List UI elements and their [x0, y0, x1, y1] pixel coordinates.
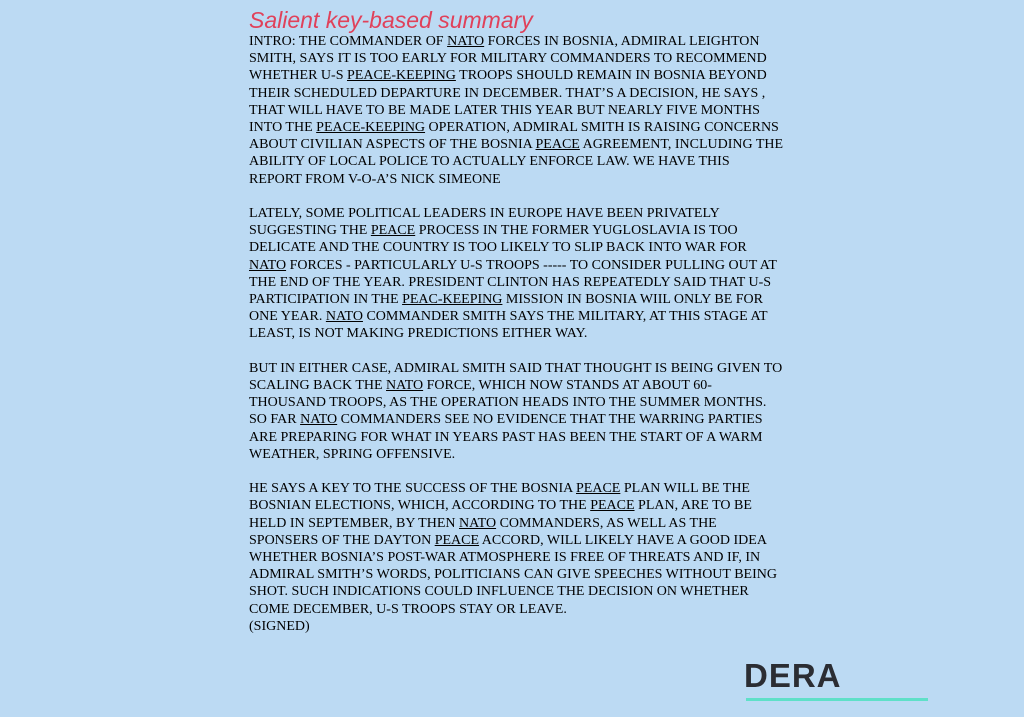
keyword: PEACE	[535, 137, 580, 153]
text-segment: TROOPS SHOULD REMAIN IN BOSNIA BEYOND THEIR SCHEDULED DEPARTURE IN DECEMBER. THAT’S A DECISION, HE SAYS , THAT WILL HAVE TO BE MADE LATER THIS YEAR BUT NEARLY FIVE MONTHS INTO THE	[249, 68, 767, 136]
text-segment: FORCE, WHICH NOW STANDS AT ABOUT 60-THOUSAND TROOPS, AS THE OPERATION HEADS INTO THE SUMMER MONTHS. SO FAR	[249, 378, 767, 428]
text-segment: COMMANDERS, AS WELL AS THE SPONSERS OF THE DAYTON	[249, 515, 717, 548]
logo-underline	[746, 698, 928, 701]
page-title: Salient key-based summary	[249, 7, 533, 33]
text-segment: MISSION IN BOSNIA WIIL ONLY BE FOR ONE YEAR.	[249, 292, 763, 325]
text-segment: PLAN, ARE TO BE HELD IN SEPTEMBER, BY THEN	[249, 498, 752, 531]
signature: (SIGNED)	[249, 618, 310, 634]
text-segment: FORCES IN BOSNIA, ADMIRAL LEIGHTON SMITH, SAYS IT IS TOO EARLY FOR MILITARY COMMANDERS TO RECOMMEND WHETHER U-S	[249, 34, 767, 84]
keyword: PEACE	[590, 498, 635, 514]
text-segment: PROCESS IN THE FORMER YUGLOSLAVIA IS TOO DELICATE AND THE COUNTRY IS TOO LIKELY TO SLIP BACK INTO WAR FOR	[249, 223, 747, 256]
dera-logo: DERA	[744, 657, 842, 694]
keyword: NATO	[249, 257, 287, 273]
text-segment: INTRO: THE COMMANDER OF	[249, 34, 448, 49]
paragraph-intro	[249, 33, 784, 188]
keyword: NATO	[300, 412, 338, 428]
text-segment: AGREEMENT, INCLUDING THE ABILITY OF LOCAL POLICE TO ACTUALLY ENFORCE LAW. WE HAVE THIS REPORT FROM V-O-A’S NICK SIMEONE	[249, 137, 784, 187]
text-segment: HE SAYS A KEY TO THE SUCCESS OF THE BOSNIA	[249, 481, 577, 497]
keyword: PEACE	[576, 481, 621, 497]
keyword: PEACE-KEEPING	[316, 120, 426, 136]
text-segment: FORCES - PARTICULARLY U-S TROOPS ----- TO CONSIDER PULLING OUT AT THE END OF THE YEAR. PRESIDENT CLINTON HAS REPEATEDLY SAID THAT U-S PARTICIPATION IN THE	[249, 257, 777, 308]
keyword: PEAC-KEEPING	[402, 292, 503, 308]
paragraph-3	[249, 360, 784, 463]
text-segment: PLAN WILL BE THE BOSNIAN ELECTIONS, WHICH, ACCORDING TO THE	[249, 481, 750, 514]
text-segment: OPERATION, ADMIRAL SMITH IS RAISING CONCERNS ABOUT CIVILIAN ASPECTS OF THE BOSNIA	[249, 120, 779, 153]
text-segment: LATELY, SOME POLITICAL LEADERS IN EUROPE HAVE BEEN PRIVATELY SUGGESTING THE	[249, 206, 720, 239]
keyword: NATO	[325, 309, 363, 325]
paragraph-2	[249, 205, 784, 343]
document-body	[249, 33, 784, 635]
keyword: PEACE	[434, 532, 480, 548]
text-segment: ACCORD, WILL LIKELY HAVE A GOOD IDEA WHETHER BOSNIA’S POST-WAR ATMOSPHERE IS FREE OF THREATS AND IF, IN ADMIRAL SMITH’S WORDS, POLITICIANS CAN GIVE SPEECHES WITHOUT BEING SHOT. SUCH INDICATIONS COULD INFLUENCE THE DECISION ON WHETHER COME DECEMBER, U-S TROOPS STAY OR LEAVE.	[249, 532, 777, 617]
keyword: PEACE	[370, 223, 416, 239]
text-segment: COMMANDER SMITH SAYS THE MILITARY, AT THIS STAGE AT LEAST, IS NOT MAKING PREDICTIONS EITHER WAY.	[249, 309, 768, 342]
text-segment: COMMANDERS SEE NO EVIDENCE THAT THE WARRING PARTIES ARE PREPARING FOR WHAT IN YEARS PAST HAS BEEN THE START OF A WARM WEATHER, SPRING OFFENSIVE.	[249, 412, 763, 462]
keyword: NATO	[447, 34, 485, 49]
keyword: NATO	[386, 378, 424, 394]
keyword: NATO	[459, 515, 497, 531]
text-segment: BUT IN EITHER CASE, ADMIRAL SMITH SAID THAT THOUGHT IS BEING GIVEN TO SCALING BACK THE	[249, 360, 783, 394]
keyword: PEACE-KEEPING	[347, 68, 456, 84]
paragraph-4	[249, 480, 784, 618]
